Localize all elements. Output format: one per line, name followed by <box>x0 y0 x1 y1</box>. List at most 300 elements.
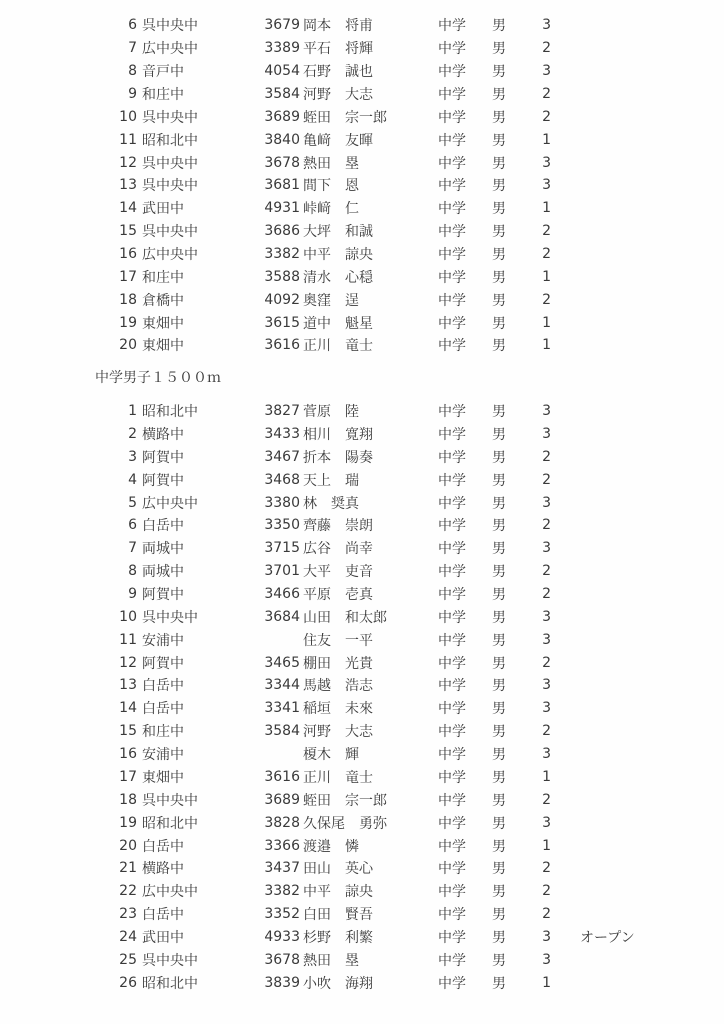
table-row <box>0 445 724 468</box>
cell-row-number: 6 <box>128 517 137 534</box>
cell-grade: 3 <box>542 631 551 648</box>
cell-gender: 男 <box>492 201 506 218</box>
cell-bib-number: 3433 <box>264 426 300 443</box>
cell-gender: 男 <box>492 952 506 969</box>
cell-category: 中学 <box>438 701 466 718</box>
cell-school-name: 阿賀中 <box>142 587 184 604</box>
cell-grade: 3 <box>542 154 551 171</box>
cell-athlete-name: 岡本 将甫 <box>303 18 373 35</box>
cell-bib-number: 3701 <box>264 563 300 580</box>
cell-gender: 男 <box>492 224 506 241</box>
cell-school-name: 東畑中 <box>142 769 184 786</box>
cell-grade: 3 <box>542 677 551 694</box>
cell-category: 中学 <box>438 518 466 535</box>
cell-bib-number: 3468 <box>264 471 300 488</box>
table-row <box>0 834 724 857</box>
cell-bib-number: 3839 <box>264 974 300 991</box>
cell-bib-number: 3467 <box>264 448 300 465</box>
cell-row-number: 13 <box>119 177 137 194</box>
cell-category: 中学 <box>438 338 466 355</box>
cell-gender: 男 <box>492 178 506 195</box>
cell-row-number: 11 <box>119 631 137 648</box>
cell-athlete-name: 小吹 海翔 <box>303 975 373 992</box>
cell-school-name: 横路中 <box>142 427 184 444</box>
cell-category: 中学 <box>438 632 466 649</box>
cell-category: 中学 <box>438 224 466 241</box>
cell-category: 中学 <box>438 541 466 558</box>
cell-gender: 男 <box>492 315 506 332</box>
cell-gender: 男 <box>492 427 506 444</box>
cell-grade: 2 <box>542 654 551 671</box>
table-row <box>0 674 724 697</box>
cell-school-name: 白岳中 <box>142 678 184 695</box>
cell-gender: 男 <box>492 838 506 855</box>
cell-athlete-name: 平石 将輝 <box>303 41 373 58</box>
cell-row-number: 20 <box>119 337 137 354</box>
cell-grade: 2 <box>542 563 551 580</box>
cell-school-name: 両城中 <box>142 564 184 581</box>
cell-row-number: 25 <box>119 951 137 968</box>
cell-school-name: 広中央中 <box>142 884 198 901</box>
cell-grade: 3 <box>542 17 551 34</box>
cell-gender: 男 <box>492 815 506 832</box>
cell-school-name: 阿賀中 <box>142 655 184 672</box>
cell-row-number: 8 <box>128 563 137 580</box>
cell-category: 中学 <box>438 404 466 421</box>
cell-category: 中学 <box>438 838 466 855</box>
cell-athlete-name: 大平 吏音 <box>303 564 373 581</box>
table-row <box>0 514 724 537</box>
cell-school-name: 和庄中 <box>142 724 184 741</box>
cell-row-number: 15 <box>119 223 137 240</box>
cell-school-name: 和庄中 <box>142 87 184 103</box>
cell-gender: 男 <box>492 269 506 286</box>
cell-school-name: 東畑中 <box>142 315 184 332</box>
table-row <box>0 560 724 583</box>
table-row <box>0 105 724 128</box>
cell-grade: 3 <box>542 608 551 625</box>
cell-athlete-name: 道中 魁星 <box>303 315 373 332</box>
cell-gender: 男 <box>492 132 506 149</box>
cell-row-number: 14 <box>119 700 137 717</box>
cell-gender: 男 <box>492 495 506 512</box>
cell-category: 中学 <box>438 292 466 309</box>
cell-grade: 2 <box>542 86 551 102</box>
cell-grade: 2 <box>542 860 551 877</box>
cell-athlete-name: 中平 諒央 <box>303 247 373 264</box>
cell-athlete-name: 正川 竜士 <box>303 769 373 786</box>
cell-gender: 男 <box>492 404 506 421</box>
cell-grade: 3 <box>542 951 551 968</box>
table-row <box>0 720 724 743</box>
cell-athlete-name: 榎木 輝 <box>303 747 359 764</box>
cell-athlete-name: 稲垣 未來 <box>303 701 373 718</box>
cell-category: 中学 <box>438 247 466 264</box>
cell-row-number: 15 <box>119 723 137 740</box>
cell-bib-number: 3681 <box>264 177 300 194</box>
cell-grade: 2 <box>542 586 551 603</box>
cell-school-name: 呉中央中 <box>142 18 198 35</box>
table-row <box>0 151 724 174</box>
cell-bib-number: 3350 <box>264 517 300 534</box>
cell-row-number: 26 <box>119 974 137 991</box>
cell-grade: 2 <box>542 223 551 240</box>
cell-gender: 男 <box>492 929 506 946</box>
cell-bib-number: 3588 <box>264 268 300 285</box>
cell-gender: 男 <box>492 41 506 58</box>
cell-grade: 2 <box>542 291 551 308</box>
cell-gender: 男 <box>492 564 506 581</box>
cell-school-name: 阿賀中 <box>142 449 184 466</box>
cell-bib-number: 3341 <box>264 700 300 717</box>
cell-gender: 男 <box>492 861 506 878</box>
cell-category: 中学 <box>438 178 466 195</box>
table-row <box>0 948 724 971</box>
cell-grade: 2 <box>542 723 551 740</box>
cell-grade: 3 <box>542 814 551 831</box>
cell-gender: 男 <box>492 975 506 992</box>
cell-grade: 1 <box>542 314 551 331</box>
cell-category: 中学 <box>438 155 466 172</box>
cell-athlete-name: 棚田 光貴 <box>303 655 373 672</box>
cell-grade: 1 <box>542 337 551 354</box>
cell-row-number: 18 <box>119 291 137 308</box>
table-row <box>0 628 724 651</box>
cell-athlete-name: 蛭田 宗一郎 <box>303 792 387 809</box>
cell-category: 中学 <box>438 655 466 672</box>
table-row <box>0 128 724 151</box>
cell-athlete-name: 大坪 和誠 <box>303 224 373 241</box>
table-row <box>0 651 724 674</box>
cell-athlete-name: 杉野 利繁 <box>303 929 373 946</box>
cell-grade: 3 <box>542 177 551 194</box>
cell-athlete-name: 田山 英心 <box>303 861 373 878</box>
table-row <box>0 605 724 628</box>
cell-category: 中学 <box>438 587 466 604</box>
cell-gender: 男 <box>492 907 506 924</box>
cell-category: 中学 <box>438 747 466 764</box>
cell-athlete-name: 白田 賢吾 <box>303 907 373 924</box>
cell-gender: 男 <box>492 155 506 172</box>
cell-school-name: 東畑中 <box>142 338 184 355</box>
cell-category: 中学 <box>438 495 466 512</box>
cell-athlete-name: 馬越 浩志 <box>303 678 373 695</box>
race-title-1500m: 中学男子１５００ｍ <box>95 369 221 386</box>
table-row <box>0 197 724 220</box>
cell-row-number: 18 <box>119 791 137 808</box>
cell-gender: 男 <box>492 64 506 81</box>
cell-athlete-name: 折本 陽奏 <box>303 449 373 466</box>
cell-athlete-name: 亀﨑 友暉 <box>303 132 373 149</box>
cell-grade: 3 <box>542 700 551 717</box>
cell-school-name: 音戸中 <box>142 64 184 81</box>
table-row <box>0 311 724 334</box>
cell-gender: 男 <box>492 18 506 35</box>
cell-gender: 男 <box>492 655 506 672</box>
cell-bib-number: 3689 <box>264 791 300 808</box>
cell-gender: 男 <box>492 632 506 649</box>
cell-athlete-name: 熱田 塁 <box>303 155 359 172</box>
cell-bib-number: 3616 <box>264 768 300 785</box>
cell-school-name: 昭和北中 <box>142 815 198 832</box>
cell-category: 中学 <box>438 472 466 489</box>
cell-athlete-name: 奥窪 逞 <box>303 292 359 309</box>
table-row <box>0 423 724 446</box>
cell-school-name: 白岳中 <box>142 701 184 718</box>
cell-bib-number: 3615 <box>264 314 300 331</box>
table-row <box>0 857 724 880</box>
cell-athlete-name: 石野 誠也 <box>303 64 373 81</box>
table-row <box>0 37 724 60</box>
cell-athlete-name: 相川 寛翔 <box>303 427 373 444</box>
cell-gender: 男 <box>492 87 506 103</box>
cell-category: 中学 <box>438 87 466 103</box>
cell-gender: 男 <box>492 769 506 786</box>
cell-gender: 男 <box>492 518 506 535</box>
cell-category: 中学 <box>438 449 466 466</box>
cell-school-name: 武田中 <box>142 929 184 946</box>
cell-school-name: 白岳中 <box>142 838 184 855</box>
race-section-1500m <box>0 400 724 994</box>
cell-grade: 2 <box>542 883 551 900</box>
cell-gender: 男 <box>492 747 506 764</box>
cell-bib-number: 3840 <box>264 131 300 148</box>
cell-grade: 2 <box>542 791 551 808</box>
cell-row-number: 13 <box>119 677 137 694</box>
race-section-continuation <box>0 14 724 357</box>
cell-school-name: 呉中央中 <box>142 224 198 241</box>
cell-athlete-name: 菅原 陸 <box>303 404 359 421</box>
cell-school-name: 安浦中 <box>142 632 184 649</box>
cell-bib-number: 3466 <box>264 586 300 603</box>
cell-school-name: 広中央中 <box>142 247 198 264</box>
cell-gender: 男 <box>492 587 506 604</box>
cell-row-number: 17 <box>119 268 137 285</box>
cell-grade: 3 <box>542 540 551 557</box>
cell-bib-number: 3827 <box>264 403 300 420</box>
cell-gender: 男 <box>492 678 506 695</box>
cell-row-number: 7 <box>128 540 137 557</box>
cell-grade: 2 <box>542 246 551 263</box>
cell-grade: 3 <box>542 928 551 945</box>
cell-bib-number: 3389 <box>264 40 300 57</box>
cell-school-name: 倉橋中 <box>142 292 184 309</box>
cell-bib-number: 4054 <box>264 63 300 80</box>
cell-category: 中学 <box>438 109 466 126</box>
cell-bib-number: 4931 <box>264 200 300 217</box>
cell-row-number: 11 <box>119 131 137 148</box>
cell-grade: 2 <box>542 40 551 57</box>
cell-category: 中学 <box>438 815 466 832</box>
cell-school-name: 広中央中 <box>142 41 198 58</box>
cell-grade: 1 <box>542 131 551 148</box>
cell-bib-number: 3689 <box>264 108 300 125</box>
cell-row-number: 5 <box>128 494 137 511</box>
table-row <box>0 903 724 926</box>
cell-category: 中学 <box>438 64 466 81</box>
cell-row-number: 14 <box>119 200 137 217</box>
cell-row-number: 19 <box>119 314 137 331</box>
cell-category: 中学 <box>438 724 466 741</box>
cell-row-number: 2 <box>128 426 137 443</box>
table-row <box>0 811 724 834</box>
cell-row-number: 19 <box>119 814 137 831</box>
table-row <box>0 14 724 37</box>
table-row <box>0 537 724 560</box>
cell-bib-number: 3616 <box>264 337 300 354</box>
cell-grade: 2 <box>542 906 551 923</box>
cell-bib-number: 3366 <box>264 837 300 854</box>
cell-gender: 男 <box>492 701 506 718</box>
cell-school-name: 広中央中 <box>142 495 198 512</box>
cell-gender: 男 <box>492 247 506 264</box>
cell-athlete-name: 間下 恩 <box>303 178 359 195</box>
cell-row-number: 7 <box>128 40 137 57</box>
cell-row-number: 23 <box>119 906 137 923</box>
table-row <box>0 697 724 720</box>
cell-category: 中学 <box>438 792 466 809</box>
table-row <box>0 83 724 106</box>
cell-grade: 3 <box>542 746 551 763</box>
cell-gender: 男 <box>492 472 506 489</box>
cell-athlete-name: 清水 心穏 <box>303 269 373 286</box>
cell-bib-number: 3380 <box>264 494 300 511</box>
cell-bib-number: 3344 <box>264 677 300 694</box>
cell-category: 中学 <box>438 427 466 444</box>
cell-grade: 3 <box>542 494 551 511</box>
cell-gender: 男 <box>492 792 506 809</box>
cell-school-name: 和庄中 <box>142 269 184 286</box>
cell-grade: 3 <box>542 403 551 420</box>
cell-bib-number: 4092 <box>264 291 300 308</box>
cell-athlete-name: 河野 大志 <box>303 724 373 741</box>
cell-category: 中学 <box>438 952 466 969</box>
cell-bib-number: 3382 <box>264 246 300 263</box>
cell-school-name: 昭和北中 <box>142 404 198 421</box>
cell-row-number: 9 <box>128 586 137 603</box>
cell-row-number: 6 <box>128 17 137 34</box>
cell-athlete-name: 正川 竜士 <box>303 338 373 355</box>
cell-athlete-name: 峠﨑 仁 <box>303 201 359 218</box>
cell-school-name: 白岳中 <box>142 907 184 924</box>
cell-bib-number: 3828 <box>264 814 300 831</box>
cell-category: 中学 <box>438 132 466 149</box>
cell-row-number: 4 <box>128 471 137 488</box>
table-row <box>0 491 724 514</box>
table-row <box>0 766 724 789</box>
cell-row-number: 3 <box>128 448 137 465</box>
cell-category: 中学 <box>438 315 466 332</box>
cell-note: オープン <box>580 929 635 946</box>
cell-bib-number: 3382 <box>264 883 300 900</box>
cell-gender: 男 <box>492 292 506 309</box>
cell-school-name: 昭和北中 <box>142 975 198 992</box>
cell-row-number: 9 <box>128 86 137 102</box>
cell-athlete-name: 山田 和太郎 <box>303 609 387 626</box>
cell-bib-number: 3352 <box>264 906 300 923</box>
cell-category: 中学 <box>438 269 466 286</box>
cell-category: 中学 <box>438 18 466 35</box>
cell-grade: 3 <box>542 63 551 80</box>
cell-athlete-name: 平原 壱真 <box>303 587 373 604</box>
table-row <box>0 880 724 903</box>
table-row <box>0 265 724 288</box>
table-row <box>0 971 724 994</box>
cell-row-number: 10 <box>119 608 137 625</box>
table-row <box>0 334 724 357</box>
cell-bib-number: 3684 <box>264 608 300 625</box>
cell-bib-number: 3686 <box>264 223 300 240</box>
cell-row-number: 12 <box>119 154 137 171</box>
cell-gender: 男 <box>492 541 506 558</box>
table-row <box>0 743 724 766</box>
cell-athlete-name: 久保尾 勇弥 <box>303 815 387 832</box>
cell-school-name: 呉中央中 <box>142 609 198 626</box>
cell-grade: 1 <box>542 768 551 785</box>
cell-grade: 2 <box>542 517 551 534</box>
cell-bib-number: 3437 <box>264 860 300 877</box>
cell-school-name: 白岳中 <box>142 518 184 535</box>
cell-category: 中学 <box>438 609 466 626</box>
cell-gender: 男 <box>492 338 506 355</box>
cell-school-name: 武田中 <box>142 201 184 218</box>
cell-category: 中学 <box>438 975 466 992</box>
cell-category: 中学 <box>438 929 466 946</box>
cell-gender: 男 <box>492 724 506 741</box>
cell-row-number: 21 <box>119 860 137 877</box>
cell-school-name: 呉中央中 <box>142 155 198 172</box>
cell-school-name: 呉中央中 <box>142 178 198 195</box>
cell-school-name: 呉中央中 <box>142 952 198 969</box>
table-row <box>0 788 724 811</box>
cell-school-name: 安浦中 <box>142 747 184 764</box>
cell-row-number: 17 <box>119 768 137 785</box>
cell-row-number: 8 <box>128 63 137 80</box>
cell-athlete-name: 天上 瑞 <box>303 472 359 489</box>
cell-category: 中学 <box>438 861 466 878</box>
cell-category: 中学 <box>438 769 466 786</box>
cell-athlete-name: 蛭田 宗一郎 <box>303 109 387 126</box>
cell-bib-number: 3678 <box>264 154 300 171</box>
cell-row-number: 16 <box>119 746 137 763</box>
cell-school-name: 両城中 <box>142 541 184 558</box>
cell-category: 中学 <box>438 884 466 901</box>
cell-athlete-name: 林 奨真 <box>303 495 359 512</box>
cell-bib-number: 3678 <box>264 951 300 968</box>
table-row <box>0 583 724 606</box>
cell-athlete-name: 中平 諒央 <box>303 884 373 901</box>
cell-grade: 2 <box>542 448 551 465</box>
cell-grade: 1 <box>542 268 551 285</box>
cell-athlete-name: 広谷 尚幸 <box>303 541 373 558</box>
cell-school-name: 横路中 <box>142 861 184 878</box>
cell-bib-number: 3584 <box>264 86 300 102</box>
cell-athlete-name: 住友 一平 <box>303 632 373 649</box>
cell-bib-number: 3465 <box>264 654 300 671</box>
cell-row-number: 10 <box>119 108 137 125</box>
cell-gender: 男 <box>492 609 506 626</box>
cell-school-name: 阿賀中 <box>142 472 184 489</box>
cell-school-name: 昭和北中 <box>142 132 198 149</box>
table-row <box>0 174 724 197</box>
cell-category: 中学 <box>438 907 466 924</box>
cell-row-number: 1 <box>128 403 137 420</box>
cell-row-number: 22 <box>119 883 137 900</box>
cell-row-number: 24 <box>119 928 137 945</box>
cell-grade: 1 <box>542 200 551 217</box>
cell-bib-number: 4933 <box>264 928 300 945</box>
cell-athlete-name: 齊藤 崇朗 <box>303 518 373 535</box>
